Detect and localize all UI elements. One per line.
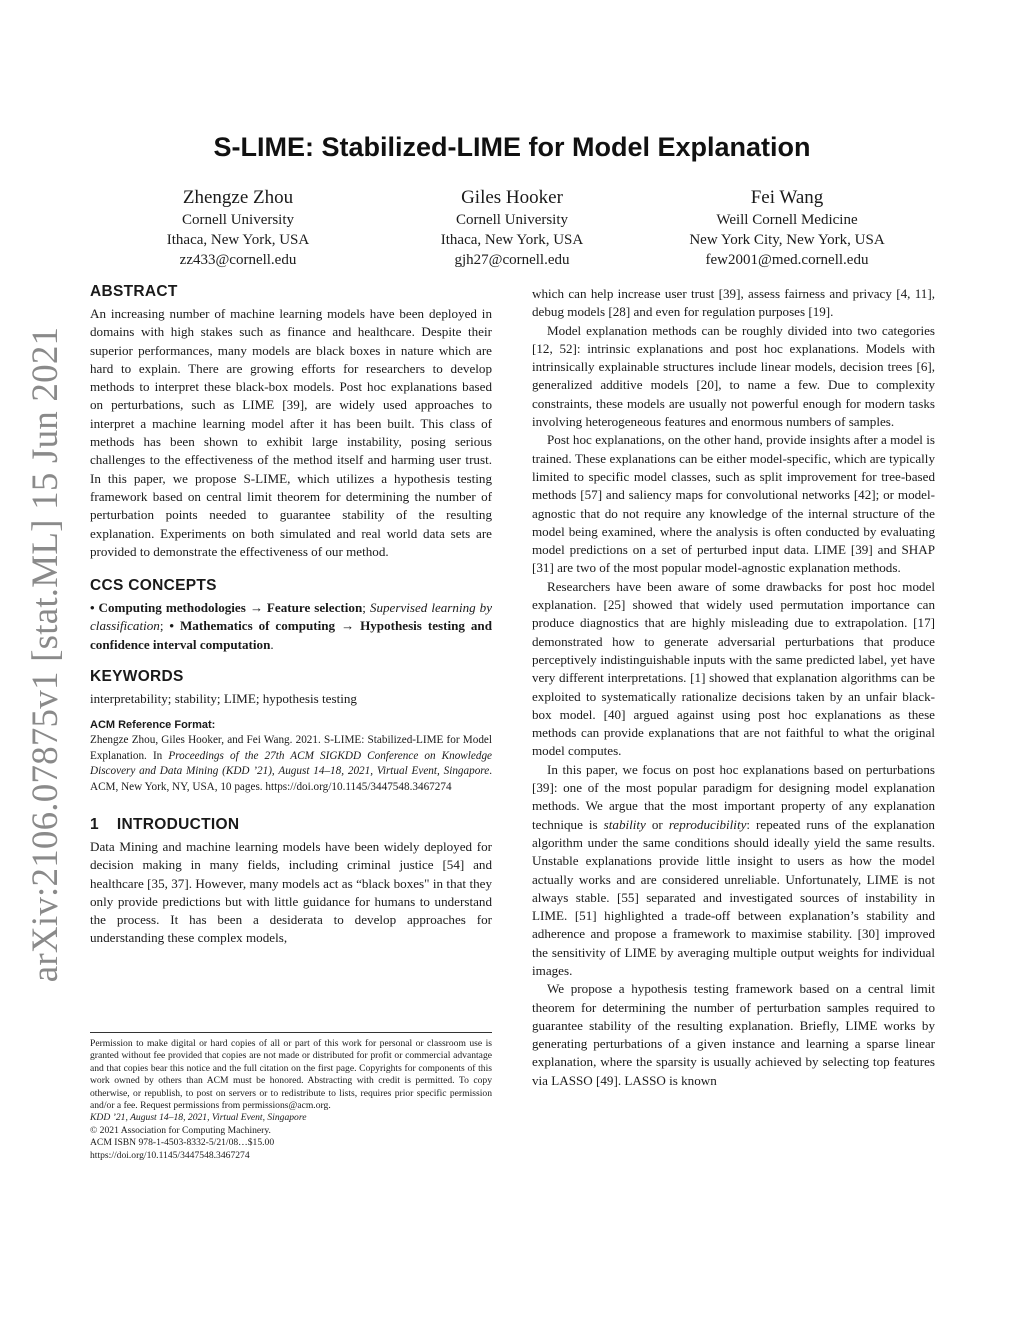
right-column (532, 285, 935, 1090)
paragraph: Model explanation methods can be roughly divided into two categories [12, 52]: intrinsic explanations and post hoc explanations. Models with intrinsically explainable structures include linear models, decision trees [6], generalized additive models [20], to name a few. Due to complexity constraints, these models are usually not powerful enough for modern tasks involving heterogeneous features and enormous numbers of samples. (532, 322, 935, 430)
arxiv-id-text: arXiv:2106.07875v1 [stat.ML] 15 Jun 2021 (25, 326, 67, 982)
ccs-bullet-1: • Computing methodologies (90, 600, 246, 616)
permission-notice: Permission to make digital or hard copies of all or part of this work for personal or classroom use is granted without fee provided that copies are not made or distributed for profit or commercial advantage and that copies bear this notice and the full citation on the first page. Copyrights for components of this work owned by others than ACM must be honored. Abstracting with credit is permitted. To copy otherwise, or republish, to post on servers or to redistribute to lists, requires prior specific permission and/or a fee. Request permissions from permissions@acm.org. (90, 1038, 492, 1112)
left-column (90, 282, 492, 948)
author-3 (647, 186, 927, 270)
abstract-text: An increasing number of machine learning models have been deployed in domains with high stakes such as finance and healthcare. Despite their superior performances, many models are black boxes in nature which are hard to explain. There are growing efforts for researchers to develop methods to interpret these black-box models. Post hoc explanations based on perturbations, such as LIME [39], are widely used approaches to interpret a machine learning model after it has been built. This class of methods has been shown to exhibit large instability, posing serious challenges to the effectiveness of the method itself and harming user trust. In this paper, we propose S-LIME, which utilizes a hypothesis testing framework based on central limit theorem for determining the number of perturbation points needed to guarantee stability of the resulting explanation. Experiments on both simulated and real world data sets are provided to demonstrate the effectiveness of our method. (90, 306, 492, 559)
author-block (0, 186, 1024, 276)
paragraph: Researchers have been aware of some drawbacks for post hoc model explanation. [25] showed that widely used permutation importance can produce diagnostics that are highly misleading due to extrapolation. [17] demonstrated how to generate adversarial perturbations that produce perceptively indistinguishable inputs with the same predicted label, yet have very different interpretations. [1] showed that explanation algorithms can be exploited to systematically rationalize decisions taken by an unfair black-box model. [40] argued against using post hoc explanations as these methods can provide explanations that are not faithful to what the original model computes. (532, 578, 935, 759)
venue-line (90, 1112, 492, 1124)
author-name: Fei Wang (750, 187, 824, 208)
ccs-arrow-2: → (335, 618, 361, 634)
section-title: INTRODUCTION (116, 815, 240, 833)
ccs-text (90, 599, 492, 654)
intro-heading (90, 815, 492, 835)
venue-text: KDD ’21, August 14–18, 2021, Virtual Event, Singapore (90, 1112, 307, 1124)
paper-title: S-LIME: Stabilized-LIME for Model Explanation (213, 132, 811, 162)
emphasis: reproducibility (668, 816, 747, 832)
copyright-line: © 2021 Association for Computing Machinery. (90, 1124, 271, 1136)
author-email: few2001@med.cornell.edu (705, 252, 869, 268)
paragraph: Post hoc explanations, on the other hand, provide insights after a model is trained. These explanations can be either model-specific, which are typically limited to specific model classes, such as split improvement for tree-based methods [57] and saliency maps for convolutional networks [42]; or model-agnostic that do not require any knowledge of the internal structure of the model being examined, where the analysis is often conducted by evaluating model predictions on a set of perturbed input data. LIME [39] and SHAP [31] are two of the most popular model-agnostic explanation methods. (532, 432, 935, 576)
section-number: 1 (90, 815, 99, 833)
doi-line: https://doi.org/10.1145/3447548.3467274 (90, 1149, 250, 1161)
acm-ref-part1: Zhengze Zhou, Giles Hooker, and Fei Wang. 2021. S-LIME: Stabilized-LIME for Model Explanation. In (90, 734, 492, 762)
author-affiliation: Cornell University (455, 212, 569, 228)
ccs-concept-1: Feature selection (266, 600, 363, 616)
text-run: : repeated runs of the explanation algorithm under the same conditions should ideally yield the same results. Unstable explanations provide little insight to users as how the model actually works and are considered unreliable. Unfortunately, LIME is not always stable. [55] separated and investigated sources of instability in LIME. [51] highlighted a trade-off between explanation’s stability and adherence and propose a framework to maximise stability. [30] improved the sensitivity of LIME by averaging multiple output weights for individual images. (532, 816, 935, 978)
acm-ref-heading: ACM Reference Format: (90, 719, 216, 732)
paragraph: We propose a hypothesis testing framework based on a central limit theorem for determining the number of perturbation samples required to guarantee stability of the resulting explanation. Briefly, LIME works by generating perturbations of a given instance and learning a sparse linear explanation, where the sparsity is usually achieved by selecting top features via LASSO [49]. LASSO is known (532, 981, 935, 1088)
paragraph (532, 761, 935, 981)
author-affiliation: Weill Cornell Medicine (716, 212, 858, 228)
ccs-concept-3: Hypothesis testing and confidence interval computation (90, 618, 492, 652)
author-location: Ithaca, New York, USA (440, 232, 584, 248)
ccs-sep-1: ; (362, 600, 370, 616)
isbn-line: ACM ISBN 978-1-4503-8332-5/21/08…$15.00 (90, 1137, 275, 1149)
acm-ref-venue: Proceedings of the 27th ACM SIGKDD Conference on Knowledge Discovery and Data Mining (KDD ’21), August 14–18, 2021, Virtual Event, Singapore (90, 749, 492, 778)
text-run: In this paper, we focus on post hoc explanations based on perturbations [39]: one of the most popular paradigm for designing model explanation methods. We argue that the most important property of any explanation technique is (532, 761, 935, 832)
ccs-concept-2: Supervised learning by classification (90, 600, 493, 634)
author-location: Ithaca, New York, USA (166, 232, 310, 248)
footnote-block (90, 1032, 492, 1162)
author-affiliation: Cornell University (181, 212, 295, 228)
author-name: Zhengze Zhou (182, 187, 294, 208)
acm-ref-part2: . ACM, New York, NY, USA, 10 pages. https://doi.org/10.1145/3447548.3467274 (90, 765, 492, 793)
author-2 (372, 186, 652, 270)
keywords-text: interpretability; stability; LIME; hypothesis testing (90, 691, 357, 707)
intro-paragraph: Data Mining and machine learning models have been widely deployed for decision making in many fields, including criminal justice [54] and healthcare [35, 37]. However, many models act as “black boxes" in that they only provide predictions but with little guidance for humans to understand the process. It has been a desiderata to develop approaches for understanding these complex models, (90, 838, 492, 946)
ccs-arrow-1: → (245, 600, 267, 616)
emphasis: stability (603, 816, 646, 832)
ccs-heading: CCS CONCEPTS (90, 577, 217, 595)
acm-ref-text (90, 733, 492, 795)
author-email: gjh27@cornell.edu (454, 252, 570, 268)
arxiv-identifier (18, 326, 74, 982)
author-1 (98, 186, 378, 270)
author-name: Giles Hooker (461, 187, 563, 208)
keywords-heading: KEYWORDS (90, 668, 184, 686)
ccs-end: . (270, 636, 274, 652)
ccs-sep-2: ; (159, 618, 170, 634)
paragraph-continued: which can help increase user trust [39], assess fairness and privacy [4, 11], debug models [28] and even for regulation purposes [19]. (532, 286, 935, 320)
ccs-bullet-2: • Mathematics of computing (169, 618, 336, 634)
author-email: zz433@cornell.edu (179, 252, 297, 268)
text-run: or (645, 816, 669, 832)
author-location: New York City, New York, USA (689, 232, 885, 248)
abstract-heading: ABSTRACT (90, 283, 178, 300)
